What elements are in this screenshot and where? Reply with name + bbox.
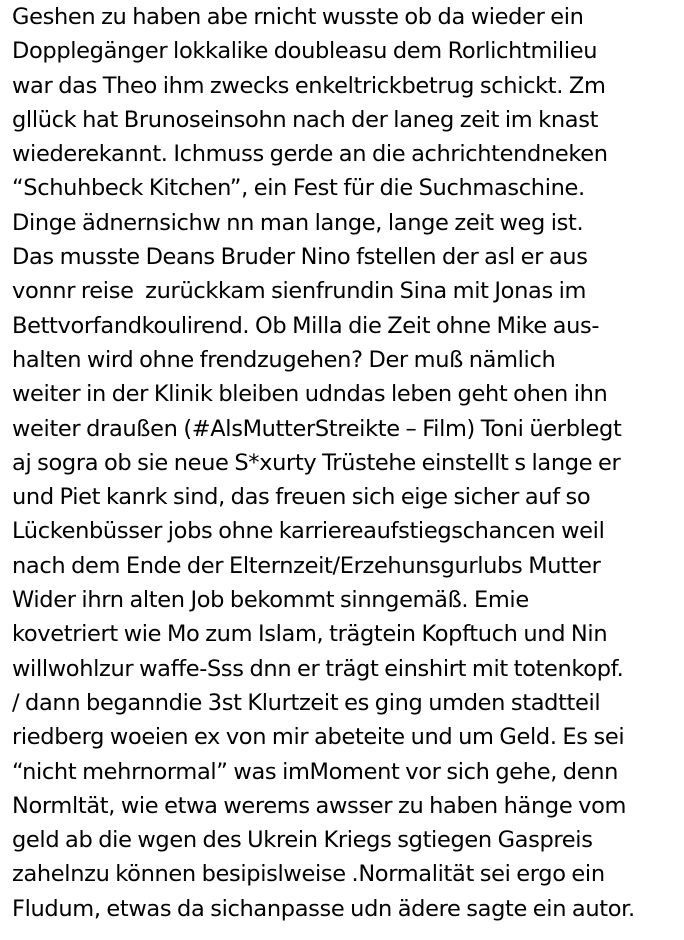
text-line: vonnr reise zurückkam sienfrundin Sina mit Jonas im xyxy=(12,278,587,305)
text-line: aj sogra ob sie neue S*xurty Trüstehe einstellt s lange er xyxy=(12,449,621,476)
text-line: Geshen zu haben abe rnicht wusste ob da wieder ein xyxy=(12,4,584,30)
text-line: weiter draußen (#AlsMutterStreikte – Film) Toni üerblegt xyxy=(12,415,622,442)
text-line: gllück hat Brunoseinsohn nach der laneg zeit im knast xyxy=(12,106,599,133)
text-line: Lückenbüsser jobs ohne karriereaufstiegschancen weil xyxy=(12,518,605,545)
text-line: zahelnzu können besipislweise .Normalität sei ergo ein xyxy=(12,861,605,888)
text-line: “nicht mehrnormal” was imMoment vor sich gehe, denn xyxy=(12,758,619,785)
text-line: Dopplegänger lokkalike doubleasu dem Rorlichtmilieu xyxy=(12,38,598,65)
text-line: kovetriert wie Mo zum Islam, trägtein Kopftuch und Nin xyxy=(12,621,608,648)
text-line: Dinge ädnernsichw nn man lange, lange zeit weg ist. xyxy=(12,209,584,236)
body-text xyxy=(12,0,682,926)
text-line: Bettvorfandkoulirend. Ob Milla die Zeit ohne Mike aus- xyxy=(12,312,600,339)
text-line: Normltät, wie etwa werems awsser zu haben hänge vom xyxy=(12,792,627,819)
text-line: wiederekannt. Ichmuss gerde an die achrichtendneken xyxy=(12,141,608,168)
text-line: Wider ihrn alten Job bekommt sinngemäß. Emie xyxy=(12,587,529,614)
text-line: riedberg woeien ex von mir abeteite und um Geld. Es sei xyxy=(12,724,625,751)
text-line: halten wird ohne frendzugehen? Der muß nämlich xyxy=(12,346,556,373)
text-line: weiter in der Klinik bleiben udndas leben geht ohen ihn xyxy=(12,381,608,408)
text-line: geld ab die wgen des Ukrein Kriegs sgtiegen Gaspreis xyxy=(12,827,593,854)
text-line: Fludum, etwas da sichanpasse udn ädere sagte ein autor. xyxy=(12,895,635,922)
text-line: willwohlzur waffe-Sss dnn er trägt einshirt mit totenkopf. xyxy=(12,655,624,682)
text-line: und Piet kanrk sind, das freuen sich eige sicher auf so xyxy=(12,484,591,511)
text-line: Das musste Deans Bruder Nino fstellen der asl er aus xyxy=(12,244,588,271)
text-line: war das Theo ihm zwecks enkeltrickbetrug schickt. Zm xyxy=(12,72,606,99)
text-line: “Schuhbeck Kitchen”, ein Fest für die Suchmaschine. xyxy=(12,175,585,202)
text-line: / dann beganndie 3st Klurtzeit es ging umden stadtteil xyxy=(12,689,601,716)
text-line: nach dem Ende der Elternzeit/Erzehunsgurlubs Mutter xyxy=(12,552,601,579)
